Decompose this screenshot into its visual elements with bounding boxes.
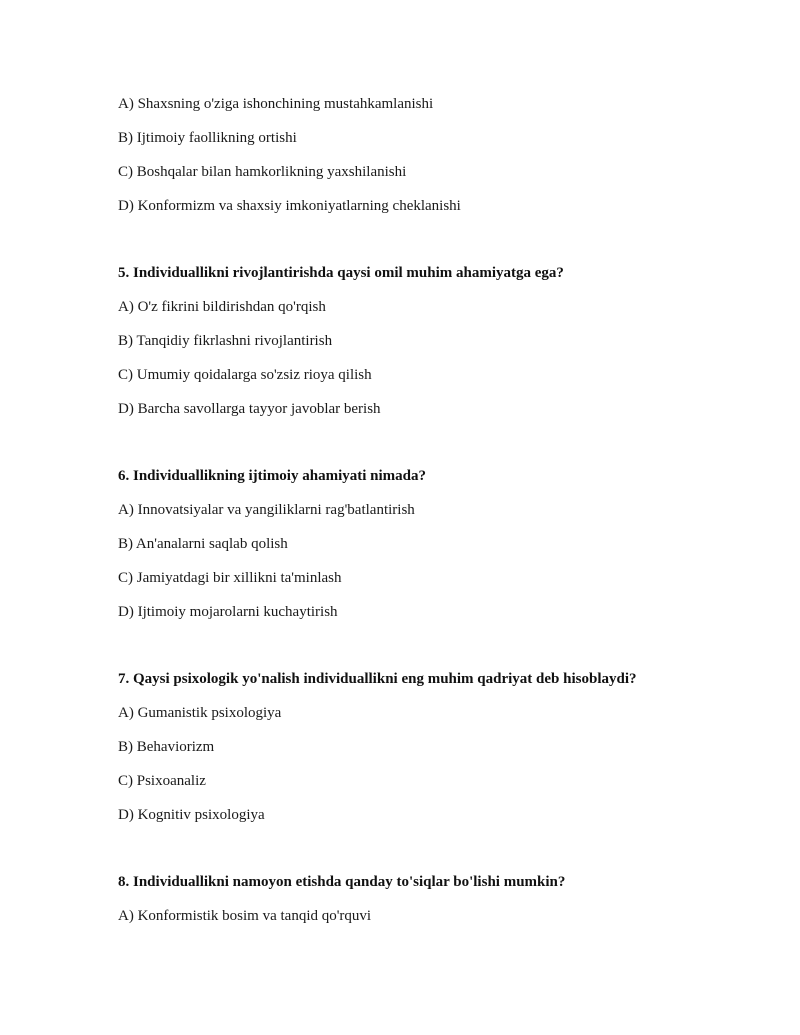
q8-option-a: A) Konformistik bosim va tanqid qo'rquvi	[118, 908, 372, 924]
question-5: 5. Individuallikni rivojlantirishda qaysi omil muhim ahamiyatga ega?	[118, 265, 564, 281]
q4-option-b: B) Ijtimoiy faollikning ortishi	[118, 130, 297, 146]
q4-option-c: C) Boshqalar bilan hamkorlikning yaxshilanishi	[118, 164, 407, 180]
q4-option-d: D) Konformizm va shaxsiy imkoniyatlarning cheklanishi	[118, 198, 461, 214]
q5-option-c: C) Umumiy qoidalarga so'zsiz rioya qilish	[118, 367, 372, 383]
q7-option-c: C) Psixoanaliz	[118, 773, 206, 789]
question-6: 6. Individuallikning ijtimoiy ahamiyati nimada?	[118, 468, 426, 484]
q7-option-d: D) Kognitiv psixologiya	[118, 807, 265, 823]
q7-option-a: A) Gumanistik psixologiya	[118, 705, 282, 721]
q6-option-c: C) Jamiyatdagi bir xillikni ta'minlash	[118, 570, 342, 586]
q7-option-b: B) Behaviorizm	[118, 739, 215, 755]
q6-option-b: B) An'analarni saqlab qolish	[118, 536, 288, 552]
q5-option-d: D) Barcha savollarga tayyor javoblar berish	[118, 401, 381, 417]
question-7: 7. Qaysi psixologik yo'nalish individuallikni eng muhim qadriyat deb hisoblaydi?	[118, 671, 637, 687]
q4-option-a: A) Shaxsning o'ziga ishonchining mustahkamlanishi	[118, 96, 434, 112]
q6-option-d: D) Ijtimoiy mojarolarni kuchaytirish	[118, 604, 338, 620]
q6-option-a: A) Innovatsiyalar va yangiliklarni rag'batlantirish	[118, 502, 415, 518]
q5-option-b: B) Tanqidiy fikrlashni rivojlantirish	[118, 333, 333, 349]
question-8: 8. Individuallikni namoyon etishda qanday to'siqlar bo'lishi mumkin?	[118, 874, 566, 890]
q5-option-a: A) O'z fikrini bildirishdan qo'rqish	[118, 299, 326, 315]
